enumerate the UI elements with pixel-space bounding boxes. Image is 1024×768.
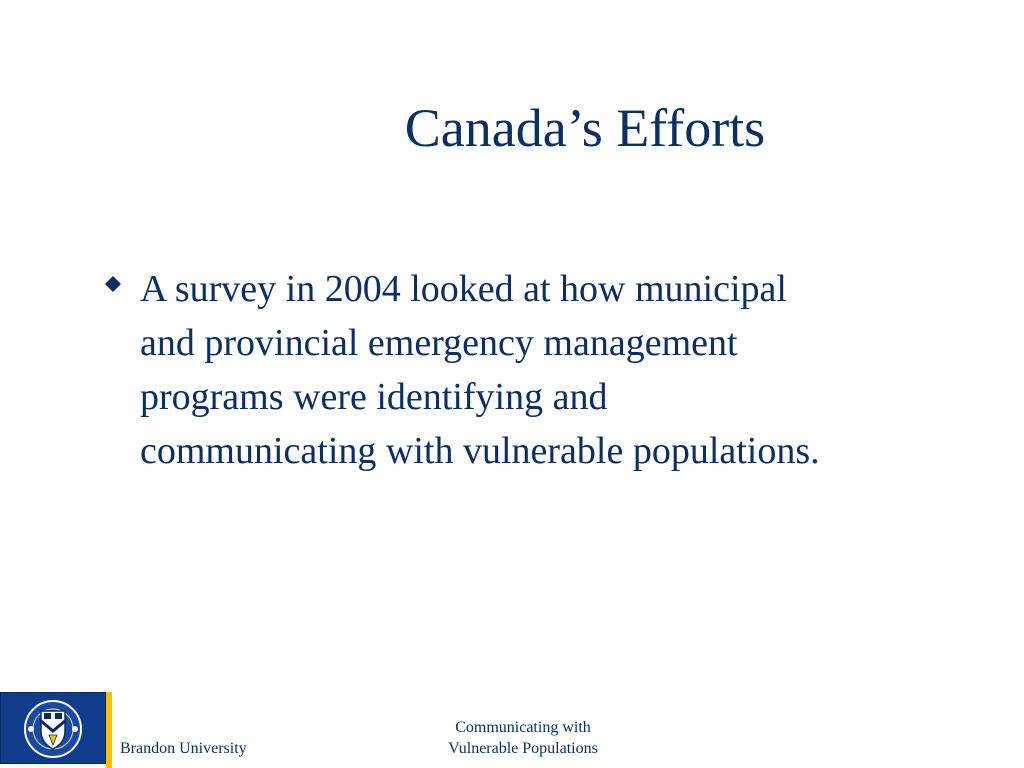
diamond-bullet-icon: [104, 275, 122, 293]
bullet-list: [104, 262, 984, 478]
bullet-text-line: programs were identifying and: [140, 376, 608, 418]
bullet-item: [104, 262, 984, 478]
bullet-text-line: and provincial emergency management: [140, 322, 738, 364]
footer-title-line: Communicating with: [455, 719, 591, 736]
footer-university-name: Brandon University: [120, 740, 247, 757]
footer-accent-bar: [106, 692, 112, 768]
slide-title: Canada’s Efforts: [404, 98, 766, 158]
footer-title-line: Vulnerable Populations: [448, 740, 598, 757]
university-crest-icon: [0, 692, 106, 764]
footer-presentation-title: [400, 717, 646, 759]
bullet-text-line: communicating with vulnerable populations.: [140, 430, 820, 472]
crest-graphic: [1, 693, 105, 763]
bullet-text-line: A survey in 2004 looked at how municipal: [140, 268, 787, 310]
